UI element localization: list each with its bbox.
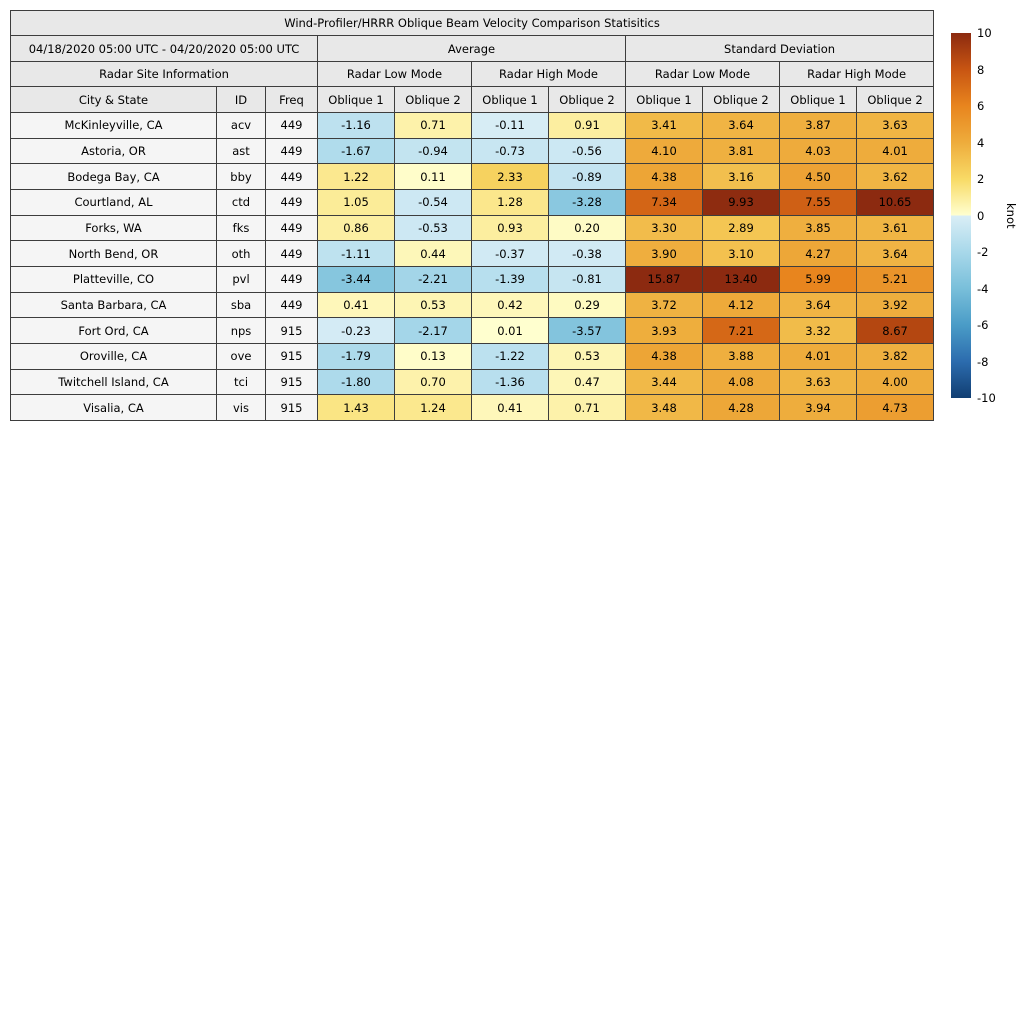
table-row: [11, 318, 934, 344]
value-cell: 3.44: [626, 369, 703, 395]
value-cell: 0.44: [395, 241, 472, 267]
value-cell: -1.67: [318, 138, 395, 164]
colorbar-tick-label: -6: [977, 318, 989, 332]
value-cell: -1.11: [318, 241, 395, 267]
value-cell: -1.16: [318, 113, 395, 139]
col-header-oblique2: Oblique 2: [549, 87, 626, 113]
value-cell: 0.41: [472, 395, 549, 421]
value-cell: 4.50: [780, 164, 857, 190]
value-cell: 3.32: [780, 318, 857, 344]
mode-header-std-low: Radar Low Mode: [626, 62, 780, 87]
colorbar-tick-label: -10: [977, 391, 996, 405]
value-cell: -3.44: [318, 266, 395, 292]
id-cell: pvl: [217, 266, 266, 292]
mode-header-std-high: Radar High Mode: [780, 62, 934, 87]
value-cell: -0.37: [472, 241, 549, 267]
table-body: [11, 113, 934, 421]
col-header-oblique1: Oblique 1: [472, 87, 549, 113]
value-cell: -2.17: [395, 318, 472, 344]
city-cell: North Bend, OR: [11, 241, 217, 267]
city-cell: Oroville, CA: [11, 343, 217, 369]
value-cell: 3.63: [857, 113, 934, 139]
col-header-oblique2: Oblique 2: [703, 87, 780, 113]
value-cell: 3.16: [703, 164, 780, 190]
city-cell: McKinleyville, CA: [11, 113, 217, 139]
value-cell: -1.80: [318, 369, 395, 395]
id-cell: tci: [217, 369, 266, 395]
value-cell: 4.28: [703, 395, 780, 421]
table-row: [11, 292, 934, 318]
table-row: [11, 241, 934, 267]
freq-cell: 915: [266, 369, 318, 395]
value-cell: 3.64: [857, 241, 934, 267]
value-cell: 7.21: [703, 318, 780, 344]
value-cell: 3.62: [857, 164, 934, 190]
value-cell: 1.28: [472, 189, 549, 215]
colorbar-tick-label: 4: [977, 135, 985, 150]
value-cell: -0.81: [549, 266, 626, 292]
value-cell: 4.10: [626, 138, 703, 164]
table-row: [11, 189, 934, 215]
mode-header-avg-high: Radar High Mode: [472, 62, 626, 87]
col-header-id: ID: [217, 87, 266, 113]
city-cell: Fort Ord, CA: [11, 318, 217, 344]
value-cell: 3.92: [857, 292, 934, 318]
value-cell: 3.61: [857, 215, 934, 241]
value-cell: -1.39: [472, 266, 549, 292]
colorbar-tick-label: -2: [977, 245, 989, 259]
value-cell: 4.73: [857, 395, 934, 421]
id-cell: oth: [217, 241, 266, 267]
value-cell: 3.88: [703, 343, 780, 369]
table-row: [11, 138, 934, 164]
value-cell: 0.70: [395, 369, 472, 395]
value-cell: 2.89: [703, 215, 780, 241]
id-cell: bby: [217, 164, 266, 190]
mode-row: [11, 62, 934, 87]
value-cell: 4.08: [703, 369, 780, 395]
value-cell: 3.30: [626, 215, 703, 241]
value-cell: -2.21: [395, 266, 472, 292]
freq-cell: 915: [266, 343, 318, 369]
col-header-oblique2: Oblique 2: [857, 87, 934, 113]
freq-cell: 449: [266, 189, 318, 215]
freq-cell: 449: [266, 113, 318, 139]
value-cell: 4.38: [626, 164, 703, 190]
colorbar-tick-label: 10: [977, 26, 992, 40]
value-cell: 2.33: [472, 164, 549, 190]
value-cell: -3.28: [549, 189, 626, 215]
id-cell: ove: [217, 343, 266, 369]
freq-cell: 449: [266, 215, 318, 241]
id-cell: sba: [217, 292, 266, 318]
value-cell: -1.36: [472, 369, 549, 395]
value-cell: 4.03: [780, 138, 857, 164]
value-cell: 3.94: [780, 395, 857, 421]
title-row: [11, 11, 934, 36]
column-header-row: [11, 87, 934, 113]
value-cell: 4.01: [780, 343, 857, 369]
value-cell: 0.86: [318, 215, 395, 241]
table-row: [11, 343, 934, 369]
freq-cell: 449: [266, 241, 318, 267]
value-cell: -0.23: [318, 318, 395, 344]
table-row: [11, 164, 934, 190]
city-cell: Courtland, AL: [11, 189, 217, 215]
value-cell: 0.71: [395, 113, 472, 139]
value-cell: 0.47: [549, 369, 626, 395]
value-cell: 0.29: [549, 292, 626, 318]
value-cell: 0.20: [549, 215, 626, 241]
value-cell: 3.81: [703, 138, 780, 164]
value-cell: -0.54: [395, 189, 472, 215]
value-cell: 4.00: [857, 369, 934, 395]
colorbar-tick-label: -4: [977, 281, 989, 296]
section-average: Average: [318, 36, 626, 62]
value-cell: 10.65: [857, 189, 934, 215]
col-header-oblique1: Oblique 1: [780, 87, 857, 113]
value-cell: 3.10: [703, 241, 780, 267]
value-cell: -0.94: [395, 138, 472, 164]
value-cell: 0.13: [395, 343, 472, 369]
city-cell: Santa Barbara, CA: [11, 292, 217, 318]
value-cell: 1.22: [318, 164, 395, 190]
id-cell: vis: [217, 395, 266, 421]
col-header-oblique1: Oblique 1: [626, 87, 703, 113]
colorbar-unit-label: knot: [1004, 202, 1018, 229]
value-cell: -0.56: [549, 138, 626, 164]
date-range: 04/18/2020 05:00 UTC - 04/20/2020 05:00 UTC: [11, 36, 318, 62]
value-cell: 1.43: [318, 395, 395, 421]
value-cell: 9.93: [703, 189, 780, 215]
section-standard-deviation: Standard Deviation: [626, 36, 934, 62]
table-row: [11, 369, 934, 395]
value-cell: -0.73: [472, 138, 549, 164]
value-cell: 0.11: [395, 164, 472, 190]
freq-cell: 449: [266, 266, 318, 292]
value-cell: 0.91: [549, 113, 626, 139]
value-cell: 4.38: [626, 343, 703, 369]
value-cell: -1.79: [318, 343, 395, 369]
freq-cell: 915: [266, 395, 318, 421]
value-cell: 3.64: [703, 113, 780, 139]
value-cell: 3.72: [626, 292, 703, 318]
table-row: [11, 215, 934, 241]
freq-cell: 449: [266, 292, 318, 318]
value-cell: 1.05: [318, 189, 395, 215]
id-cell: acv: [217, 113, 266, 139]
city-cell: Twitchell Island, CA: [11, 369, 217, 395]
city-cell: Bodega Bay, CA: [11, 164, 217, 190]
value-cell: 7.55: [780, 189, 857, 215]
value-cell: 3.41: [626, 113, 703, 139]
value-cell: 4.12: [703, 292, 780, 318]
colorbar-tick-label: 2: [977, 172, 985, 186]
value-cell: 7.34: [626, 189, 703, 215]
id-cell: nps: [217, 318, 266, 344]
value-cell: 0.53: [395, 292, 472, 318]
city-cell: Visalia, CA: [11, 395, 217, 421]
value-cell: 0.71: [549, 395, 626, 421]
section-row: [11, 36, 934, 62]
freq-cell: 915: [266, 318, 318, 344]
value-cell: 3.48: [626, 395, 703, 421]
colorbar-tick-label: -8: [977, 354, 989, 369]
stats-table: [10, 10, 934, 421]
value-cell: 3.63: [780, 369, 857, 395]
colorbar: [951, 33, 971, 398]
freq-cell: 449: [266, 164, 318, 190]
value-cell: 13.40: [703, 266, 780, 292]
colorbar-tick-label: 6: [977, 99, 985, 113]
city-cell: Platteville, CO: [11, 266, 217, 292]
freq-cell: 449: [266, 138, 318, 164]
id-cell: ctd: [217, 189, 266, 215]
mode-header-avg-low: Radar Low Mode: [318, 62, 472, 87]
table-row: [11, 113, 934, 139]
table-row: [11, 266, 934, 292]
value-cell: 5.21: [857, 266, 934, 292]
value-cell: -1.22: [472, 343, 549, 369]
value-cell: 3.87: [780, 113, 857, 139]
city-cell: Astoria, OR: [11, 138, 217, 164]
city-cell: Forks, WA: [11, 215, 217, 241]
value-cell: 3.82: [857, 343, 934, 369]
value-cell: 0.41: [318, 292, 395, 318]
value-cell: 4.01: [857, 138, 934, 164]
value-cell: 3.85: [780, 215, 857, 241]
value-cell: 3.93: [626, 318, 703, 344]
value-cell: 4.27: [780, 241, 857, 267]
value-cell: 8.67: [857, 318, 934, 344]
value-cell: -0.89: [549, 164, 626, 190]
id-cell: fks: [217, 215, 266, 241]
value-cell: -0.11: [472, 113, 549, 139]
value-cell: -0.53: [395, 215, 472, 241]
col-header-oblique1: Oblique 1: [318, 87, 395, 113]
value-cell: 0.42: [472, 292, 549, 318]
value-cell: -3.57: [549, 318, 626, 344]
value-cell: 3.90: [626, 241, 703, 267]
value-cell: -0.38: [549, 241, 626, 267]
value-cell: 1.24: [395, 395, 472, 421]
value-cell: 15.87: [626, 266, 703, 292]
value-cell: 0.93: [472, 215, 549, 241]
value-cell: 0.01: [472, 318, 549, 344]
site-info-header: Radar Site Information: [11, 62, 318, 87]
table-row: [11, 395, 934, 421]
colorbar-tick-label: 8: [977, 62, 985, 77]
col-header-city: City & State: [11, 87, 217, 113]
col-header-freq: Freq: [266, 87, 318, 113]
col-header-oblique2: Oblique 2: [395, 87, 472, 113]
id-cell: ast: [217, 138, 266, 164]
colorbar-tick-label: 0: [977, 208, 985, 223]
chart-title: Wind-Profiler/HRRR Oblique Beam Velocity Comparison Statisitics: [11, 11, 934, 36]
value-cell: 5.99: [780, 266, 857, 292]
value-cell: 0.53: [549, 343, 626, 369]
value-cell: 3.64: [780, 292, 857, 318]
